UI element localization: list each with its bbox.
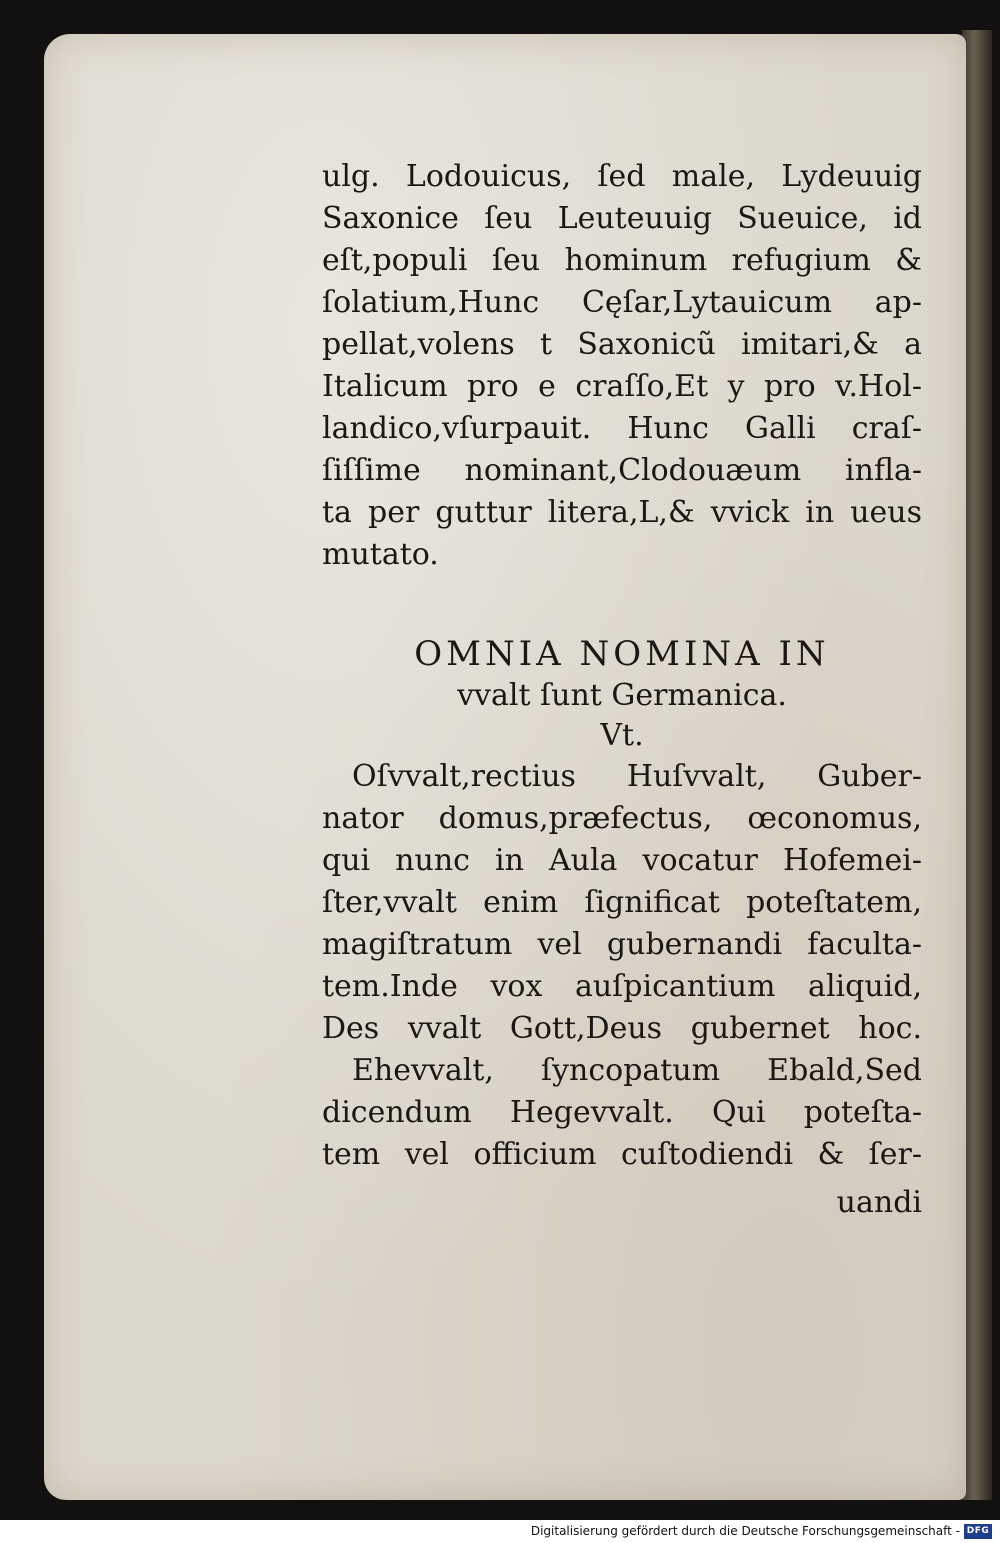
text-line: pellat,volens t Saxonicũ imitari,& a <box>322 327 922 362</box>
text-line: ſter,vvalt enim ſignificat poteſtatem, <box>322 885 922 920</box>
page-edge <box>962 30 992 1500</box>
text-line: Italicum pro e craſſo,Et y pro v.Hol- <box>322 369 922 404</box>
text-line: tem.Inde vox auſpicantium aliquid, <box>322 969 922 1004</box>
section-gap <box>322 576 922 632</box>
dfg-logo-icon[interactable]: DFG <box>964 1524 992 1539</box>
text-line: tem vel officium cuſtodiendi & ſer- <box>322 1137 922 1172</box>
text-line: mutato. <box>322 537 439 572</box>
text-line: nator domus,præfectus, œconomus, <box>322 801 922 836</box>
page-text <box>322 156 922 1224</box>
catchword: uandi <box>836 1185 922 1220</box>
text-line: ta per guttur litera,L,& vvick in ueus <box>322 495 922 530</box>
text-line: ſolatium,Hunc Cęſar,Lytauicum ap- <box>322 285 922 320</box>
text-line: magiſtratum vel gubernandi faculta- <box>322 927 922 962</box>
text-line: qui nunc in Aula vocatur Hofemei- <box>322 843 922 878</box>
section-vt: Vt. <box>600 718 644 753</box>
text-line: eſt,populi ſeu hominum refugium & <box>322 243 922 278</box>
text-line: Des vvalt Gott,Deus gubernet hoc. <box>322 1011 922 1046</box>
digitization-credit: Digitalisierung gefördert durch die Deutsche Forschungsgemeinschaft - <box>530 1524 960 1538</box>
text-line: ulg. Lodouicus, ſed male, Lydeuuig <box>322 159 922 194</box>
text-line: landico,vſurpauit. Hunc Galli craſ- <box>322 411 922 446</box>
section-heading: OMNIA NOMINA IN <box>414 634 830 674</box>
text-line: ſiſſime nominant,Clodouæum infla- <box>322 453 922 488</box>
text-line: Saxonice ſeu Leuteuuig Sueuice, id <box>322 201 922 236</box>
text-line: Oſvvalt,rectius Huſvvalt, Guber- <box>352 759 922 794</box>
section-subheading: vvalt ſunt Germanica. <box>457 678 787 713</box>
text-line: Ehevvalt, ſyncopatum Ebald,Sed <box>352 1053 922 1088</box>
text-line: dicendum Hegevvalt. Qui poteſta- <box>322 1095 922 1130</box>
